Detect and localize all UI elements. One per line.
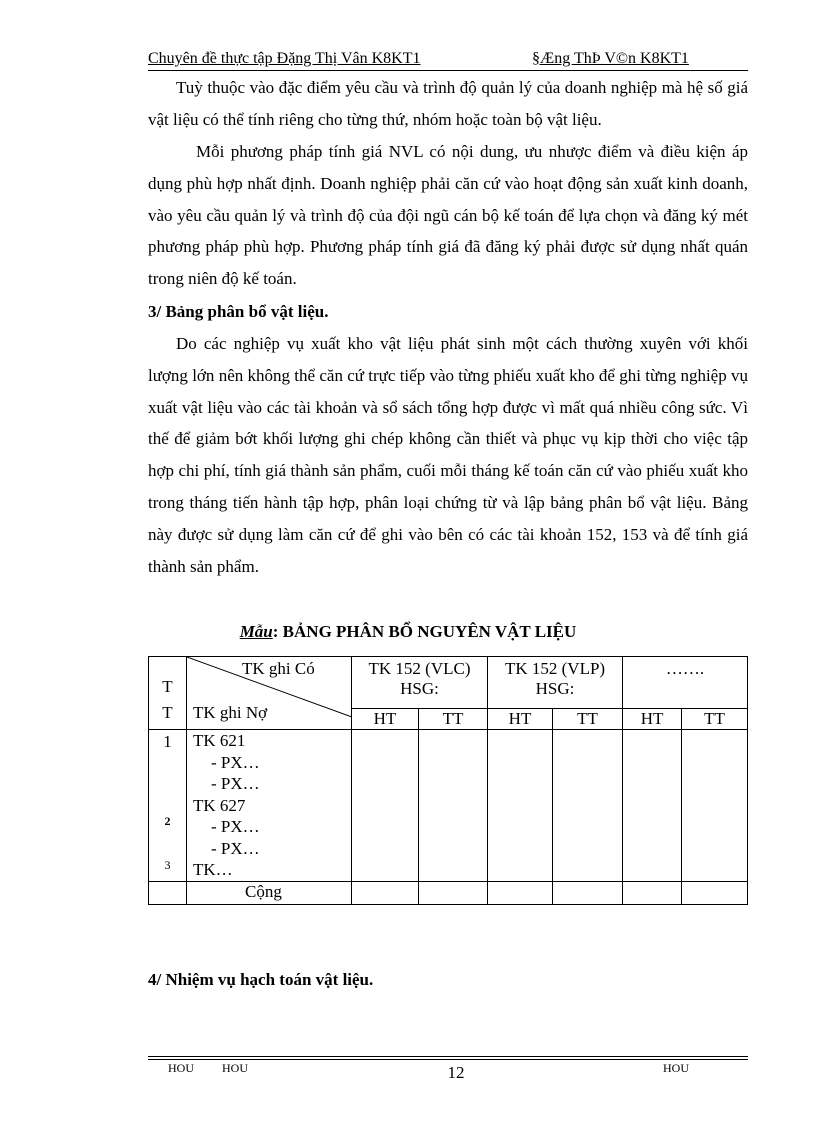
group-header-3 [623, 657, 748, 709]
footer-mark-b: HOU [222, 1061, 248, 1075]
footer-rule [148, 1056, 748, 1057]
total-stt-cell [149, 881, 187, 904]
group-header-1 [352, 657, 488, 709]
group-1-line2: HSG: [400, 679, 439, 698]
group-2-line1: TK 152 (VLP) [504, 659, 606, 678]
header-right: §Æng ThÞ V©n K8KT1 [532, 50, 689, 67]
diagonal-header-cell [187, 657, 352, 730]
row-number-cell [149, 730, 187, 882]
table-caption [0, 622, 816, 642]
header-left: Chuyên đề thực tập Đặng Thị Vân K8KT1 [148, 50, 421, 67]
subcol-tt-1: TT [419, 709, 488, 730]
footer-rule [148, 1059, 748, 1060]
allocation-table [148, 656, 748, 905]
heading-3: 3/ Bảng phân bổ vật liệu. [148, 302, 329, 321]
subcol-ht-2: HT [488, 709, 553, 730]
account-621-px2: - PX… [211, 774, 260, 793]
value-cell [488, 730, 553, 882]
page-header [148, 50, 748, 70]
row-number-3: 3 [164, 858, 171, 872]
total-value-cell [682, 881, 748, 904]
paragraph-2: Mỗi phương pháp tính giá NVL có nội dung, ưu nhược điểm và điều kiện áp dụng phù hợp nhất định. Doanh nghiệp phải căn cứ vào hoạt động sản xuất kinh doanh, vào yêu cầu quản lý và trình độ của đội ngũ cán bộ kế toán để lựa chọn và đăng ký mét phương pháp phù hợp. Phương pháp tính giá đã đăng ký phải được sử dụng nhất quán trong niên độ kế toán. [148, 142, 748, 289]
account-621: TK 621 [193, 731, 246, 750]
group-1-line1: TK 152 (VLC) [368, 659, 471, 678]
credit-label: TK ghi Có [242, 659, 315, 678]
debit-label: TK ghi Nợ [193, 703, 268, 722]
row-number-2: 2 [164, 814, 171, 828]
paragraph-1: Tuỳ thuộc vào đặc điểm yêu cầu và trình độ quản lý của doanh nghiệp mà hệ số giá vật liệu có thể tính riêng cho từng thứ, nhóm hoặc toàn bộ vật liệu. [148, 78, 748, 129]
account-627-px2: - PX… [211, 838, 260, 858]
group-2-line2: HSG: [535, 679, 575, 698]
paragraph-3: Do các nghiệp vụ xuất kho vật liệu phát sinh một cách thường xuyên với khối lượng lớn nên không thể căn cứ trực tiếp vào từng phiếu xuất kho để ghi từng nghiệp vụ xuất vật liệu vào các tài khoản và sổ sách tổng hợp được vì mất quá nhiều công sức. Vì thế để giảm bớt khối lượng ghi chép không cần thiết và phục vụ kịp thời cho việc tập hợp chi phí, tính giá thành sản phẩm, cuối mỗi tháng kế toán căn cứ vào phiếu xuất kho trong tháng tiến hành tập hợp, phân loại chứng từ và lập bảng phân bổ vật liệu. Bảng này được sử dụng làm căn cứ để ghi vào bên có các tài khoản 152, 153 và để tính giá thành sản phẩm. [148, 334, 748, 576]
group-3-line1: ……. [665, 659, 705, 678]
value-cell [623, 730, 682, 882]
total-label: Cộng [187, 881, 352, 904]
total-value-cell [488, 881, 553, 904]
stt-top: T [162, 677, 173, 696]
subcol-tt-3: TT [682, 709, 748, 730]
subcol-ht-3: HT [623, 709, 682, 730]
total-value-cell [352, 881, 419, 904]
value-cell [419, 730, 488, 882]
total-value-cell [553, 881, 623, 904]
account-621-px1: - PX… [211, 752, 260, 772]
footer-mark-c: HOU [663, 1061, 689, 1075]
value-cell [352, 730, 419, 882]
header-rule [148, 70, 748, 71]
subcol-ht-1: HT [352, 709, 419, 730]
stt-header-cell [149, 657, 187, 730]
table-body-row [149, 730, 748, 882]
total-value-cell [623, 881, 682, 904]
total-value-cell [419, 881, 488, 904]
caption-title: : BẢNG PHÂN BỔ NGUYÊN VẬT LIỆU [272, 622, 577, 641]
page-number: 12 [447, 1063, 465, 1082]
stt-bottom: T [162, 703, 173, 722]
group-header-2 [488, 657, 623, 709]
account-cell [187, 730, 352, 882]
table-header-row [149, 657, 748, 709]
footer-mark-a: HOU [168, 1061, 194, 1075]
account-627: TK 627 [193, 795, 246, 815]
subcol-tt-2: TT [553, 709, 623, 730]
account-627-px1: - PX… [211, 817, 260, 836]
caption-prefix: Mẫu [239, 622, 273, 641]
value-cell [553, 730, 623, 882]
total-row [149, 881, 748, 904]
value-cell [682, 730, 748, 882]
row-number-1: 1 [163, 732, 172, 751]
account-other: TK… [193, 860, 233, 879]
heading-4: 4/ Nhiệm vụ hạch toán vật liệu. [148, 970, 374, 989]
